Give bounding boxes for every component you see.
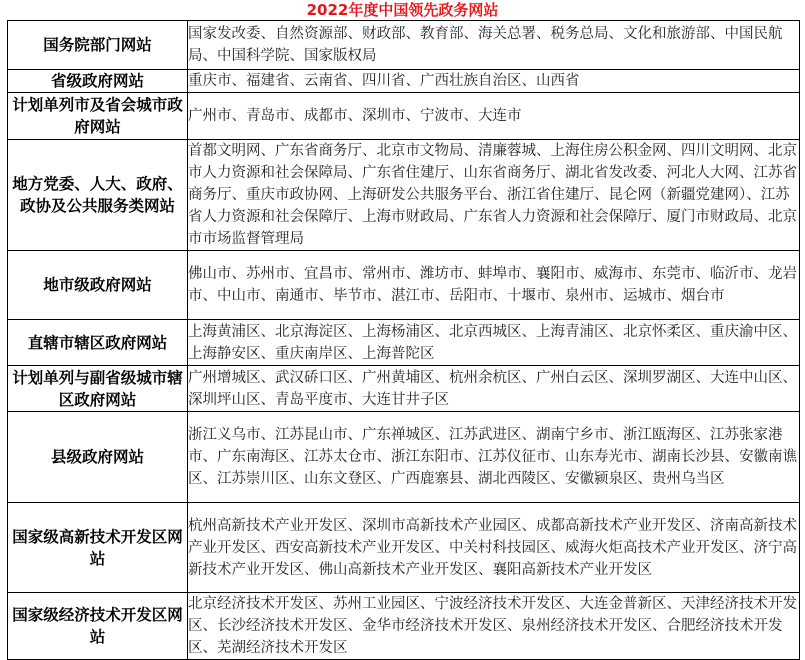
- category-cell: 计划单列与副省级城市辖区政府网站: [8, 366, 188, 412]
- category-cell: 省级政府网站: [8, 70, 188, 93]
- category-cell: 地市级政府网站: [8, 251, 188, 320]
- table-row: [8, 366, 800, 412]
- table-row: [8, 70, 800, 93]
- page-title: 2022年度中国领先政务网站: [306, 1, 499, 19]
- ranking-table: [7, 20, 800, 660]
- category-cell: 县级政府网站: [8, 412, 188, 503]
- table-row: [8, 320, 800, 366]
- sites-cell: 佛山市、苏州市、宜昌市、常州市、潍坊市、蚌埠市、襄阳市、威海市、东莞市、临沂市、龙岩市、中山市、南通市、毕节市、湛江市、岳阳市、十堰市、泉州市、运城市、烟台市: [188, 251, 800, 320]
- sites-cell: 浙江义乌市、江苏昆山市、广东禅城区、江苏武进区、湖南宁乡市、浙江瓯海区、江苏张家港市、广东南海区、江苏太仓市、浙江东阳市、江苏仪征市、山东寿光市、湖南长沙县、安徽南谯区、江苏崇川区、山东文登区、广西鹿寨县、湖北西陵区、安徽颍泉区、贵州乌当区: [188, 412, 800, 503]
- category-cell: 直辖市辖区政府网站: [8, 320, 188, 366]
- sites-cell: 广州市、青岛市、成都市、深圳市、宁波市、大连市: [188, 93, 800, 140]
- category-cell: 国务院部门网站: [8, 21, 188, 70]
- table-row: [8, 251, 800, 320]
- table-row: [8, 412, 800, 503]
- sites-cell: 重庆市、福建省、云南省、四川省、广西壮族自治区、山西省: [188, 70, 800, 93]
- table-row: [8, 593, 800, 660]
- category-cell: 国家级经济技术开发区网站: [8, 593, 188, 660]
- sites-cell: 上海黄浦区、北京海淀区、上海杨浦区、北京西城区、上海青浦区、北京怀柔区、重庆渝中区、上海静安区、重庆南岸区、上海普陀区: [188, 320, 800, 366]
- category-cell: 计划单列市及省会城市政府网站: [8, 93, 188, 140]
- table-row: [8, 93, 800, 140]
- sites-cell: 首都文明网、广东省商务厅、北京市文物局、清廉蓉城、上海住房公积金网、四川文明网、北京市人力资源和社会保障局、广东省住建厅、山东省商务厅、湖北省发改委、河北人大网、江苏省商务厅、重庆市政协网、上海研发公共服务平台、浙江省住建厅、昆仑网（新疆党建网）、江苏省人力资源和社会保障厅、上海市财政局、广东省人力资源和社会保障厅、厦门市财政局、北京市市场监督管理局: [188, 140, 800, 251]
- category-cell: 国家级高新技术开发区网站: [8, 503, 188, 593]
- sites-cell: 北京经济技术开发区、苏州工业园区、宁波经济技术开发区、大连金普新区、天津经济技术开发区、长沙经济技术开发区、金华市经济技术开发区、泉州经济技术开发区、合肥经济技术开发区、芜湖经济技术开发区: [188, 593, 800, 660]
- table-row: [8, 21, 800, 70]
- category-cell: 地方党委、人大、政府、政协及公共服务类网站: [8, 140, 188, 251]
- sites-cell: 杭州高新技术产业开发区、深圳市高新技术产业园区、成都高新技术产业开发区、济南高新技术产业开发区、西安高新技术产业开发区、中关村科技园区、威海火炬高技术产业开发区、济宁高新技术产业开发区、佛山高新技术产业开发区、襄阳高新技术产业开发区: [188, 503, 800, 593]
- table-row: [8, 503, 800, 593]
- sites-cell: 国家发改委、自然资源部、财政部、教育部、海关总署、税务总局、文化和旅游部、中国民航局、中国科学院、国家版权局: [188, 21, 800, 70]
- sites-cell: 广州增城区、武汉硚口区、广州黄埔区、杭州余杭区、广州白云区、深圳罗湖区、大连中山区、深圳坪山区、青岛平度市、大连甘井子区: [188, 366, 800, 412]
- table-row: [8, 140, 800, 251]
